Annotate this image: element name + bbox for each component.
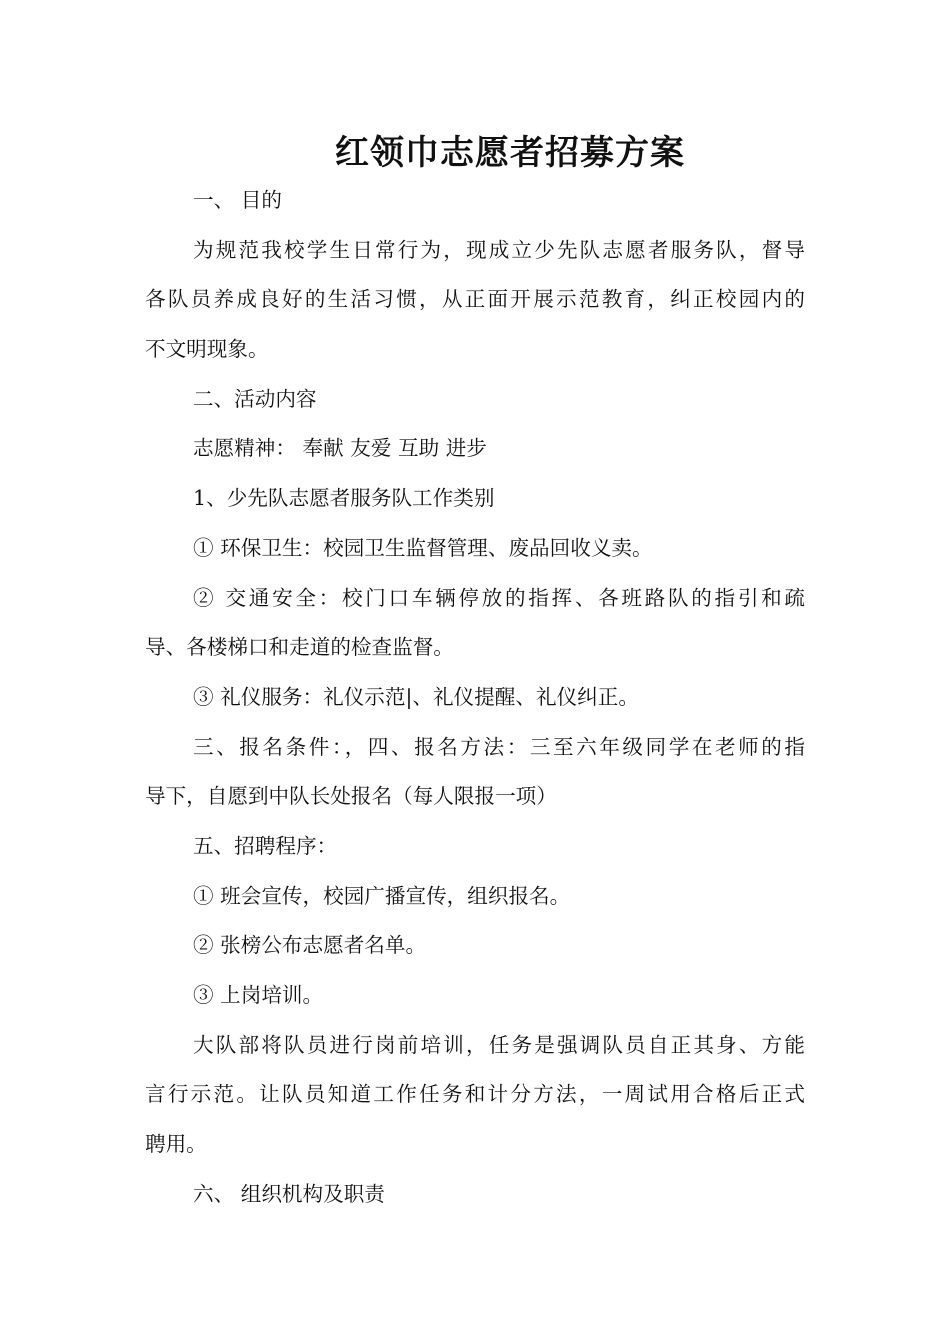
paragraph-line: 言行示范。让队员知道工作任务和计分方法，一周试用合格后正式 [145, 1082, 805, 1107]
section-heading-purpose: 一、 目的 [193, 188, 282, 212]
procedure-item-2: ② 张榜公布志愿者名单。 [193, 933, 427, 958]
document-title: 红领巾志愿者招募方案 [335, 133, 685, 173]
category-item-environment: ① 环保卫生：校园卫生监督管理、废品回收义卖。 [193, 535, 653, 560]
paragraph-line: 导、各楼梯口和走道的检查监督。 [145, 635, 454, 660]
subsection-heading-categories: 1、少先队志愿者服务队工作类别 [193, 486, 495, 511]
volunteer-spirit-line: 志愿精神： 奉献 友爱 互助 进步 [193, 436, 487, 461]
paragraph-line: 聘用。 [145, 1132, 207, 1157]
category-item-etiquette: ③ 礼仪服务：礼仪示范|、礼仪提醒、礼仪纠正。 [193, 684, 639, 709]
paragraph-line: 大队部将队员进行岗前培训，任务是强调队员自正其身、方能 [193, 1032, 805, 1057]
procedure-item-1: ① 班会宣传，校园广播宣传，组织报名。 [193, 883, 571, 908]
paragraph-line: 导下，自愿到中队长处报名（每人限报一项） [145, 784, 557, 809]
paragraph-line: 不文明现象。 [145, 337, 269, 362]
section-registration: 三、报名条件：，四、报名方法：三至六年级同学在老师的指 [193, 734, 805, 759]
category-item-traffic: ② 交通安全：校门口车辆停放的指挥、各班路队的指引和疏 [193, 585, 805, 610]
section-heading-activities: 二、活动内容 [193, 386, 317, 411]
paragraph-line: 各队员养成良好的生活习惯，从正面开展示范教育，纠正校园内的 [145, 287, 805, 312]
document-body [145, 176, 805, 1219]
section-heading-procedure: 五、招聘程序： [193, 833, 338, 858]
paragraph-line: 为规范我校学生日常行为，现成立少先队志愿者服务队，督导 [193, 237, 805, 262]
procedure-item-3: ③ 上岗培训。 [193, 983, 324, 1007]
section-heading-organization: 六、 组织机构及职责 [193, 1181, 385, 1206]
